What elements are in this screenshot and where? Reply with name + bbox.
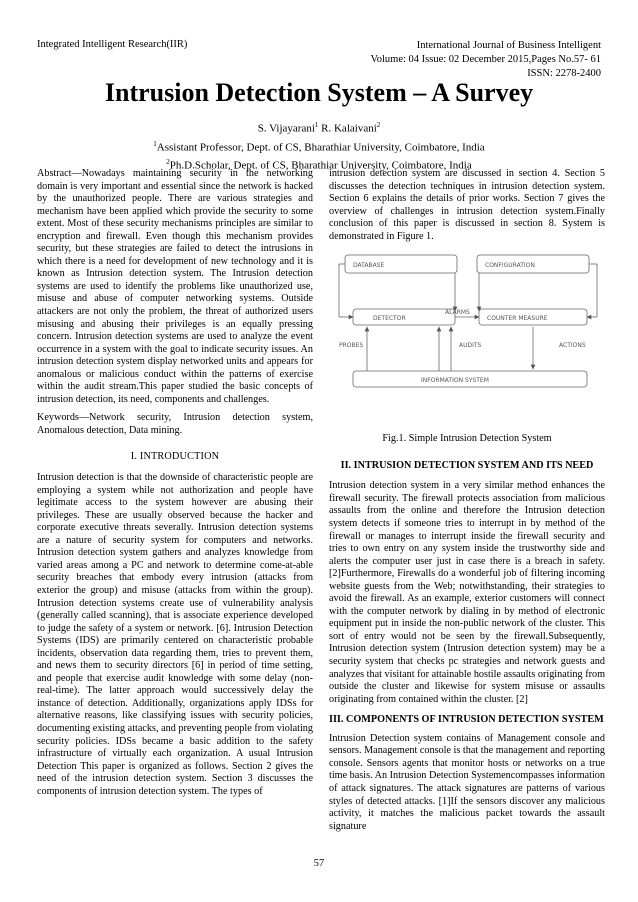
probes-label: PROBES bbox=[339, 342, 364, 350]
author-2-sup: 2 bbox=[376, 121, 381, 129]
header-journal-right bbox=[371, 39, 601, 81]
alarms-label: ALARMS bbox=[445, 309, 470, 317]
affiliation-2-text: Ph.D.Scholar, Dept. of CS, Bharathiar University, Coimbatore, India bbox=[169, 159, 472, 172]
affiliation-2-sup: 2 bbox=[166, 158, 170, 167]
information-system-label: INFORMATION SYSTEM bbox=[421, 377, 489, 385]
right-column bbox=[329, 168, 605, 839]
author-block bbox=[0, 118, 638, 174]
audits-label: AUDITS bbox=[459, 342, 482, 350]
figure-caption: Fig.1. Simple Intrusion Detection System bbox=[382, 433, 552, 445]
section-3-heading: III. COMPONENTS OF INTRUSION DETECTION SYSTEM bbox=[329, 714, 604, 726]
header-volume-info: Volume: 04 Issue: 02 December 2015,Pages No.57- 61 bbox=[370, 54, 601, 65]
author-names bbox=[0, 118, 638, 137]
affiliation-1-text: Assistant Professor, Dept. of CS, Bharathiar University, Coimbatore, India bbox=[156, 141, 485, 154]
author-1-sup: 1 bbox=[314, 121, 319, 129]
actions-label: ACTIONS bbox=[559, 342, 586, 350]
section-3-text: Intrusion Detection system contains of Management console and sensors. Management console is that the management and reporting console. Sensors agents that monitor hosts or networks on a true time basis. An Intrusion Detection Systemencompasses information of attack signatures. The attack signatures are patterns of various styles of detected attacks. [1]If the sensors discover any malicious activity, it matches the malicious packet towards the assault signature bbox=[329, 732, 605, 832]
affiliation-1-sup: 1 bbox=[153, 139, 157, 148]
author-1: S. Vijayarani bbox=[257, 122, 315, 135]
page-number: 57 bbox=[313, 858, 325, 869]
affiliation-1 bbox=[0, 137, 638, 156]
database-label: DATABASE bbox=[353, 262, 385, 270]
header-issn: ISSN: 2278-2400 bbox=[527, 68, 601, 79]
configuration-label: CONFIGURATION bbox=[485, 262, 535, 270]
author-2: R. Kalaivani bbox=[318, 122, 377, 135]
introduction-heading: I. INTRODUCTION bbox=[130, 451, 220, 463]
header-journal-title: International Journal of Business Intelligent bbox=[416, 40, 601, 51]
counter-measure-label: COUNTER MEASURE bbox=[487, 315, 548, 323]
section-2-text: Intrusion detection system in a very similar method enhances the firewall security. The firewall protects association from malicious assaults from the online and therefore the Intrusion detection system detects if someone tries to interrupt in by method of the firewall or manages to interrupt inside the firewall security and tries to own entry on any system inside the trustworthy side and alerts the computer user just in case there is a breach in safety. [2]Furthermore, Firewalls do a wonderful job of filtering incoming website guests from the Web; notwithstanding, their strategies to avoid the firewall. As an example, exterior customers will connect with the computer network by dialing in by method of electronic equipment put in inside the non-public network of the cluster. This sort of entry would not be seen by the firewall.Subsequently, Intrusion detection system (Intrusion detection system) may be a security system that checks pc strategies and network guests and analyzes that visitant for attainable hostile assaults originating from outside the cluster and likewise for system misuse or assaults originating from contained within the cluster. [2] bbox=[329, 480, 605, 705]
figure-ids-diagram bbox=[329, 249, 605, 429]
keywords: Keywords—Network security, Intrusion detection system, Anomalous detection, Data mining. bbox=[37, 412, 313, 436]
paper-title: Intrusion Detection System – A Survey bbox=[104, 78, 534, 107]
left-column bbox=[37, 168, 313, 804]
section-2-heading: II. INTRUSION DETECTION SYSTEM AND ITS NEED bbox=[340, 459, 594, 471]
header-journal-left: Integrated Intelligent Research(IIR) bbox=[37, 39, 188, 50]
detector-label: DETECTOR bbox=[373, 315, 406, 323]
abstract: Abstract—Nowadays maintaining security in the networking domain is very important and essential since the network is hacked by the unauthorized people. There are various strategies and mechanism have been applied which provide the security to some extent. Most of these security mechanisms principles are similar to encryption and firewall. Even though this mechanism provides security, but these strategies are failed to detect the intrusions in which there is a need for development of new technology and it is known as Intrusion detection system. The Intrusion detection systems are used to identify the problems like unauthorized use, misuse and abuse of computer networking systems. Outside attackers are not only the problem, the threat of authorized users misusing and abusing their privileges is an equally pressing concern. Intrusion detection systems are used to analyze the event occurrence in a system with the goal to indicate security issues. An intrusion detection system display networked units and appears for anomalous or malicious conduct within the patterns of exercise within the audit stream.This paper studied the basic concepts of intrusion detection, its need, components and challenges. bbox=[37, 168, 313, 405]
organization-paragraph: intrusion detection system are discussed in section 4. Section 5 discusses the detection techniques in intrusion detection system. Section 6 explains the details of prior works. Section 7 gives the overview of challenges in intrusion detection system.Finally conclusion of this paper is discussed in section 8. System is demonstrated in Figure 1. bbox=[329, 168, 605, 242]
introduction-text: Intrusion detection is that the downside of characteristic people are employing a system while not authorization and people have legitimate access to the system however are abusing their privileges. These are usually observed because the hacker and corporate executive threats severally. Intrusion detection systems are a nature of security system for computers and networks. Intrusion detection system gathers and analyzes knowledge from varied areas among a PC and network to determine come-at-able security breaches that embody every intrusion (attacks from exterior the group) and misuse (attacks from within the group). Intrusion detection systems create use of vulnerability analysis (generally called scanning), that is associate experience developed to judge the safety of a system or network. [6]. Intrusion Detection Systems (IDS) are primarily centered on characteristic probable incidents, observation data regarding them, tries to prevent them, and news them to security directors [6] in period of time setting, and people that exercise audit knowledge with some delay (non-real-time). The latter approach would successively delay the instance of detection. Additionally, organizations apply IDSs for alternative reasons, like classifying issues with security policies, documenting existing attacks, and preventing people from violating security policies. IDSs became a basic addition to the safety infrastructure of virtually each organization. A usual Intrusion Detection This paper is organized as follows. Section 2 gives the need of the intrusion detection system. Section 3 discusses the components of intrusion detection system. The types of bbox=[37, 472, 313, 797]
